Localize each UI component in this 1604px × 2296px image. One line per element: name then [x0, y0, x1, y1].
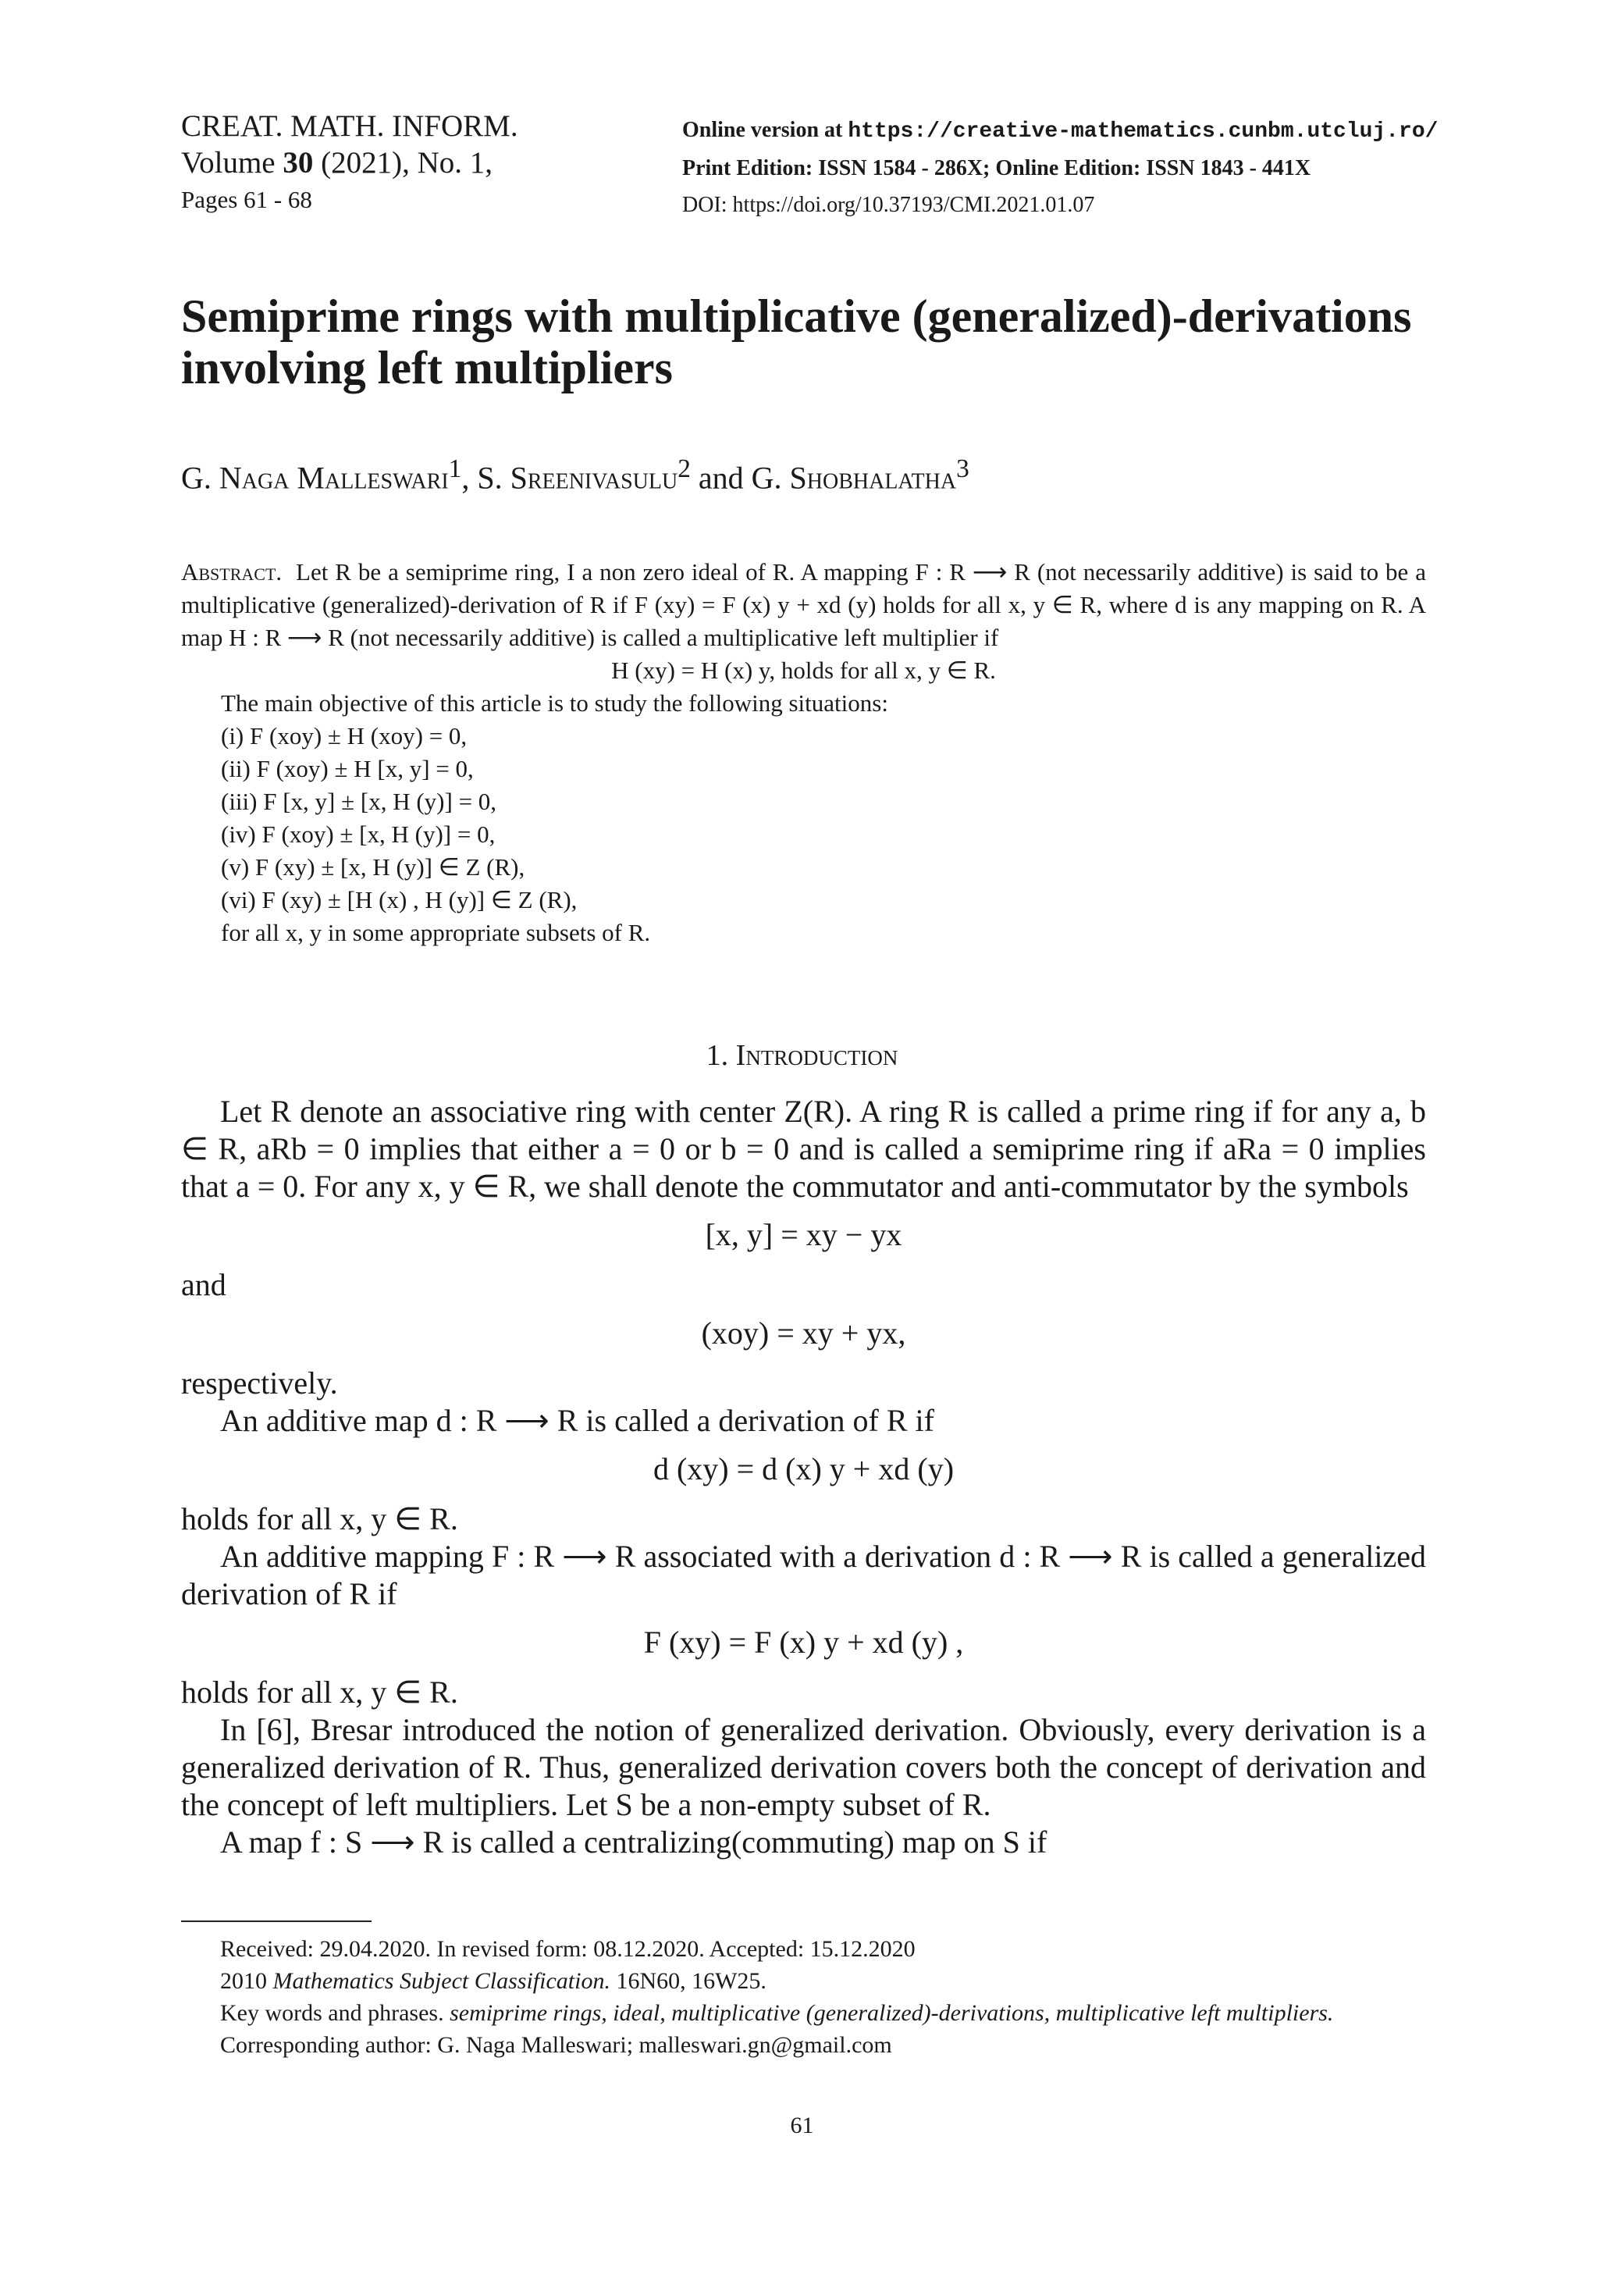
journal-name: CREAT. MATH. INFORM.	[181, 109, 518, 143]
keywords: Key words and phrases. semiprime rings, ideal, multiplicative (generalized)-derivations, multiplicative left multipliers.	[220, 2000, 1334, 2026]
equation: F (xy) = F (x) y + xd (y) ,	[643, 1625, 964, 1660]
footnote-rule	[181, 1920, 372, 1922]
corresponding-author: Corresponding author: G. Naga Malleswari; malleswari.gn@gmail.com	[220, 2032, 892, 2058]
author-1: G. Naga Malleswari	[181, 460, 449, 496]
publication-info	[682, 112, 1438, 223]
abstract-equation: H (xy) = H (x) y, holds for all x, y ∈ R.	[611, 657, 996, 684]
journal-pages: Pages 61 - 68	[181, 186, 312, 213]
paper-title: Semiprime rings with multiplicative (generalized)-derivations involving left multipliers	[181, 290, 1412, 393]
section-heading: 1. Introduction	[706, 1039, 898, 1072]
abstract-item: (ii) F (xoy) ± H [x, y] = 0,	[221, 755, 474, 782]
abstract-item: (i) F (xoy) ± H (xoy) = 0,	[221, 722, 468, 749]
online-version: Online version at https://creative-mathematics.cunbm.utcluj.ro/	[682, 118, 1439, 144]
abstract-item: (v) F (xy) ± [x, H (y)] ∈ Z (R),	[221, 853, 525, 881]
author-2: S. Sreenivasulu	[477, 460, 678, 496]
paragraph: respectively.	[181, 1365, 338, 1401]
volume-number: 30	[283, 146, 314, 180]
paragraph: In [6], Bresar introduced the notion of generalized derivation. Obviously, every derivation is a generalized derivation of R. Thus, generalized derivation covers both the concept of derivation and the concept of left multipliers. Let S be a non-empty subset of R.	[181, 1712, 1426, 1822]
paragraph: An additive map d : R ⟶ R is called a derivation of R if	[220, 1403, 934, 1438]
abstract-objective: The main objective of this article is to study the following situations:	[221, 689, 888, 717]
msc-classification: 2010 Mathematics Subject Classification. 16N60, 16W25.	[220, 1968, 766, 1994]
abstract-paragraph: Abstract. Let R be a semiprime ring, I a non zero ideal of R. A mapping F : R ⟶ R (not necessarily additive) is said to be a multiplicative (generalized)-derivation of R if F (xy) = F (x) y + xd (y) holds for all x, y ∈ R, where d is any mapping on R. A map H : R ⟶ R (not necessarily additive) is called a multiplicative left multiplier if	[181, 558, 1426, 651]
paragraph: and	[181, 1267, 226, 1302]
paragraph: A map f : S ⟶ R is called a centralizing(commuting) map on S if	[220, 1824, 1047, 1860]
abstract-closing: for all x, y in some appropriate subsets of R.	[221, 919, 651, 946]
journal-volume: Volume 30 (2021), No. 1,	[181, 146, 493, 180]
abstract-item: (vi) F (xy) ± [H (x) , H (y)] ∈ Z (R),	[221, 886, 578, 913]
journal-header	[181, 108, 518, 218]
abstract-item: (iii) F [x, y] ± [x, H (y)] = 0,	[221, 788, 497, 815]
author-list: G. Naga Malleswari$^1$, S. Sreenivasulu$^2$ and G. Shobhalatha$^3$	[181, 454, 969, 496]
footnotes	[181, 1933, 1426, 2061]
doi-link[interactable]: DOI: https://doi.org/10.37193/CMI.2021.01.07	[682, 193, 1095, 217]
received-dates: Received: 29.04.2020. In revised form: 08.12.2020. Accepted: 15.12.2020	[220, 1936, 916, 1962]
paragraph: An additive mapping F : R ⟶ R associated with a derivation d : R ⟶ R is called a generalized derivation of R if	[181, 1539, 1426, 1611]
equation: (xoy) = xy + yx,	[701, 1315, 906, 1351]
author-3: G. Shobhalatha	[751, 460, 957, 496]
issn-line: Print Edition: ISSN 1584 - 286X; Online Edition: ISSN 1843 - 441X	[682, 156, 1311, 180]
equation: d (xy) = d (x) y + xd (y)	[653, 1451, 955, 1486]
online-url-link[interactable]: https://creative-mathematics.cunbm.utcluj.ro/	[848, 119, 1439, 144]
abstract	[181, 556, 1426, 949]
paragraph: Let R denote an associative ring with center Z(R). A ring R is called a prime ring if for any a, b ∈ R, aRb = 0 implies that either a = 0 or b = 0 and is called a semiprime ring if aRa = 0 implies that a = 0. For any x, y ∈ R, we shall denote the commutator and anti-commutator by the symbols	[181, 1094, 1426, 1204]
page-number: 61	[790, 2113, 814, 2138]
paragraph: holds for all x, y ∈ R.	[181, 1501, 458, 1536]
paragraph: holds for all x, y ∈ R.	[181, 1675, 458, 1710]
body-text	[181, 1093, 1426, 1861]
equation: [x, y] = xy − yx	[705, 1217, 902, 1252]
abstract-item: (iv) F (xoy) ± [x, H (y)] = 0,	[221, 821, 496, 848]
abstract-label: Abstract.	[181, 558, 283, 586]
